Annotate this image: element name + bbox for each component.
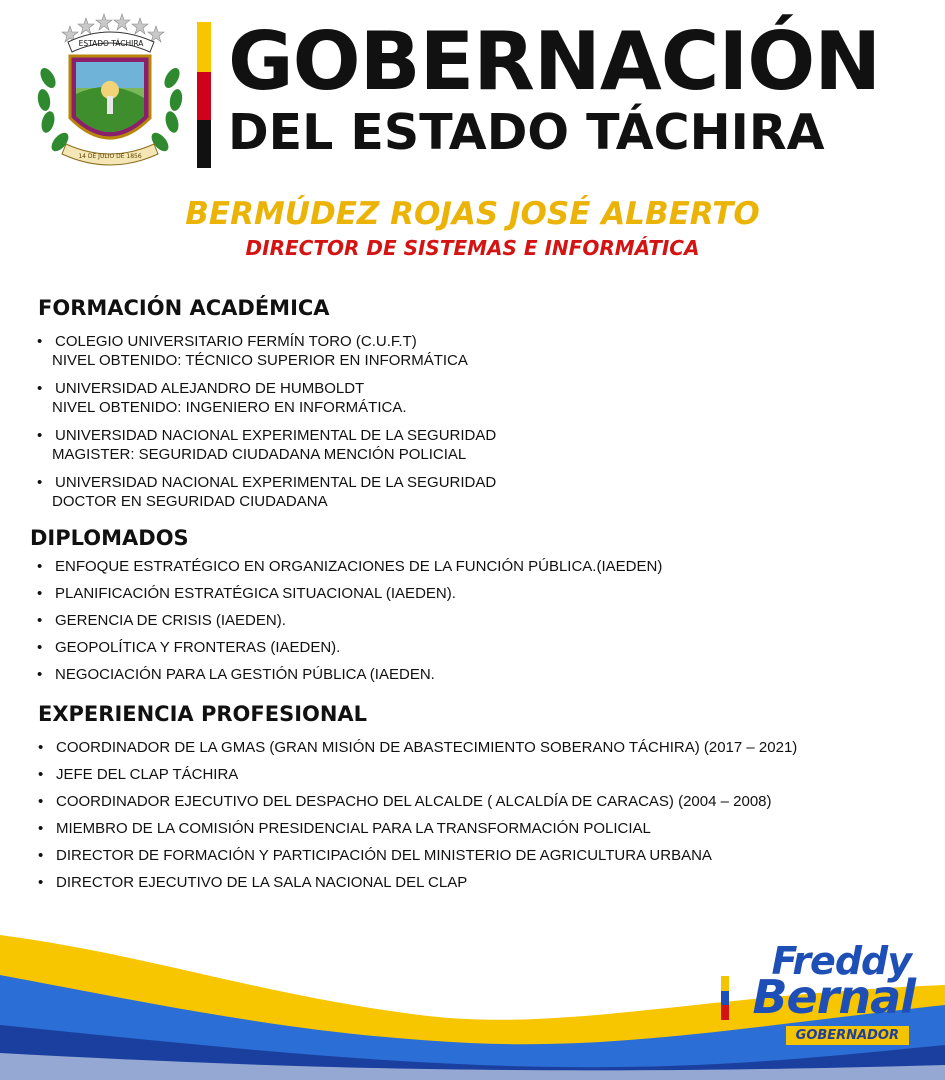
crest-ribbon-text: 14 DE JULIO DE 1856 [78, 153, 142, 160]
list-item: • COORDINADOR DE LA GMAS (GRAN MISIÓN DE ABASTECIMIENTO SOBERANO TÁCHIRA) (2017 – 2021) [38, 739, 798, 756]
list-item: • COLEGIO UNIVERSITARIO FERMÍN TORO (C.U.F.T) NIVEL OBTENIDO: TÉCNICO SUPERIOR EN INFORMÁTICA [37, 333, 468, 369]
person-role: DIRECTOR DE SISTEMAS E INFORMÁTICA [245, 236, 700, 260]
list-item: • UNIVERSIDAD ALEJANDRO DE HUMBOLDT NIVEL OBTENIDO: INGENIERO EN INFORMÁTICA. [37, 380, 407, 416]
list-item: • PLANIFICACIÓN ESTRATÉGICA SITUACIONAL (IAEDEN). [37, 585, 456, 602]
list-item: • DIRECTOR DE FORMACIÓN Y PARTICIPACIÓN DEL MINISTERIO DE AGRICULTURA URBANA [38, 847, 712, 864]
person-name: BERMÚDEZ ROJAS JOSÉ ALBERTO [185, 196, 760, 232]
title-line-1: GOBERNACIÓN [228, 15, 881, 108]
list-item: • UNIVERSIDAD NACIONAL EXPERIMENTAL DE LA SEGURIDAD DOCTOR EN SEGURIDAD CIUDADANA [37, 474, 497, 510]
list-item: • UNIVERSIDAD NACIONAL EXPERIMENTAL DE LA SEGURIDAD MAGISTER: SEGURIDAD CIUDADANA MENCIÓN POLICIAL [37, 427, 497, 463]
diplomas-list [37, 558, 662, 685]
brand-first-name: Freddy [771, 939, 911, 983]
list-item: • DIRECTOR EJECUTIVO DE LA SALA NACIONAL DEL CLAP [38, 874, 468, 891]
list-item: • ENFOQUE ESTRATÉGICO EN ORGANIZACIONES DE LA FUNCIÓN PÚBLICA.(IAEDEN) [37, 558, 663, 575]
list-item: • GEOPOLÍTICA Y FRONTERAS (IAEDEN). [37, 639, 341, 656]
brand-stripe [721, 976, 729, 1020]
crest-banner-text: ESTADO TÁCHIRA [78, 39, 144, 48]
list-item: • JEFE DEL CLAP TÁCHIRA [38, 766, 239, 783]
list-item: • COORDINADOR EJECUTIVO DEL DESPACHO DEL ALCALDE ( ALCALDÍA DE CARACAS) (2004 – 2008) [38, 793, 772, 810]
title-line-2: DEL ESTADO TÁCHIRA [228, 104, 825, 161]
page-title [228, 15, 918, 161]
brand-last-name: Bernal [752, 970, 915, 1024]
section-title-experience: EXPERIENCIA PROFESIONAL [38, 702, 368, 726]
academic-list [37, 333, 496, 511]
section-title-diplomas: DIPLOMADOS [30, 526, 189, 550]
state-coat-of-arms [30, 8, 190, 178]
flag-stripe [197, 22, 211, 168]
section-title-academic: FORMACIÓN ACADÉMICA [38, 296, 330, 320]
list-item: • NEGOCIACIÓN PARA LA GESTIÓN PÚBLICA (IAEDEN. [37, 666, 435, 683]
list-item: • MIEMBRO DE LA COMISIÓN PRESIDENCIAL PARA LA TRANSFORMACIÓN POLICIAL [38, 820, 651, 837]
experience-list [38, 739, 797, 893]
list-item: • GERENCIA DE CRISIS (IAEDEN). [37, 612, 286, 629]
brand-tag: GOBERNADOR [786, 1026, 909, 1045]
governor-logo [717, 939, 917, 1052]
